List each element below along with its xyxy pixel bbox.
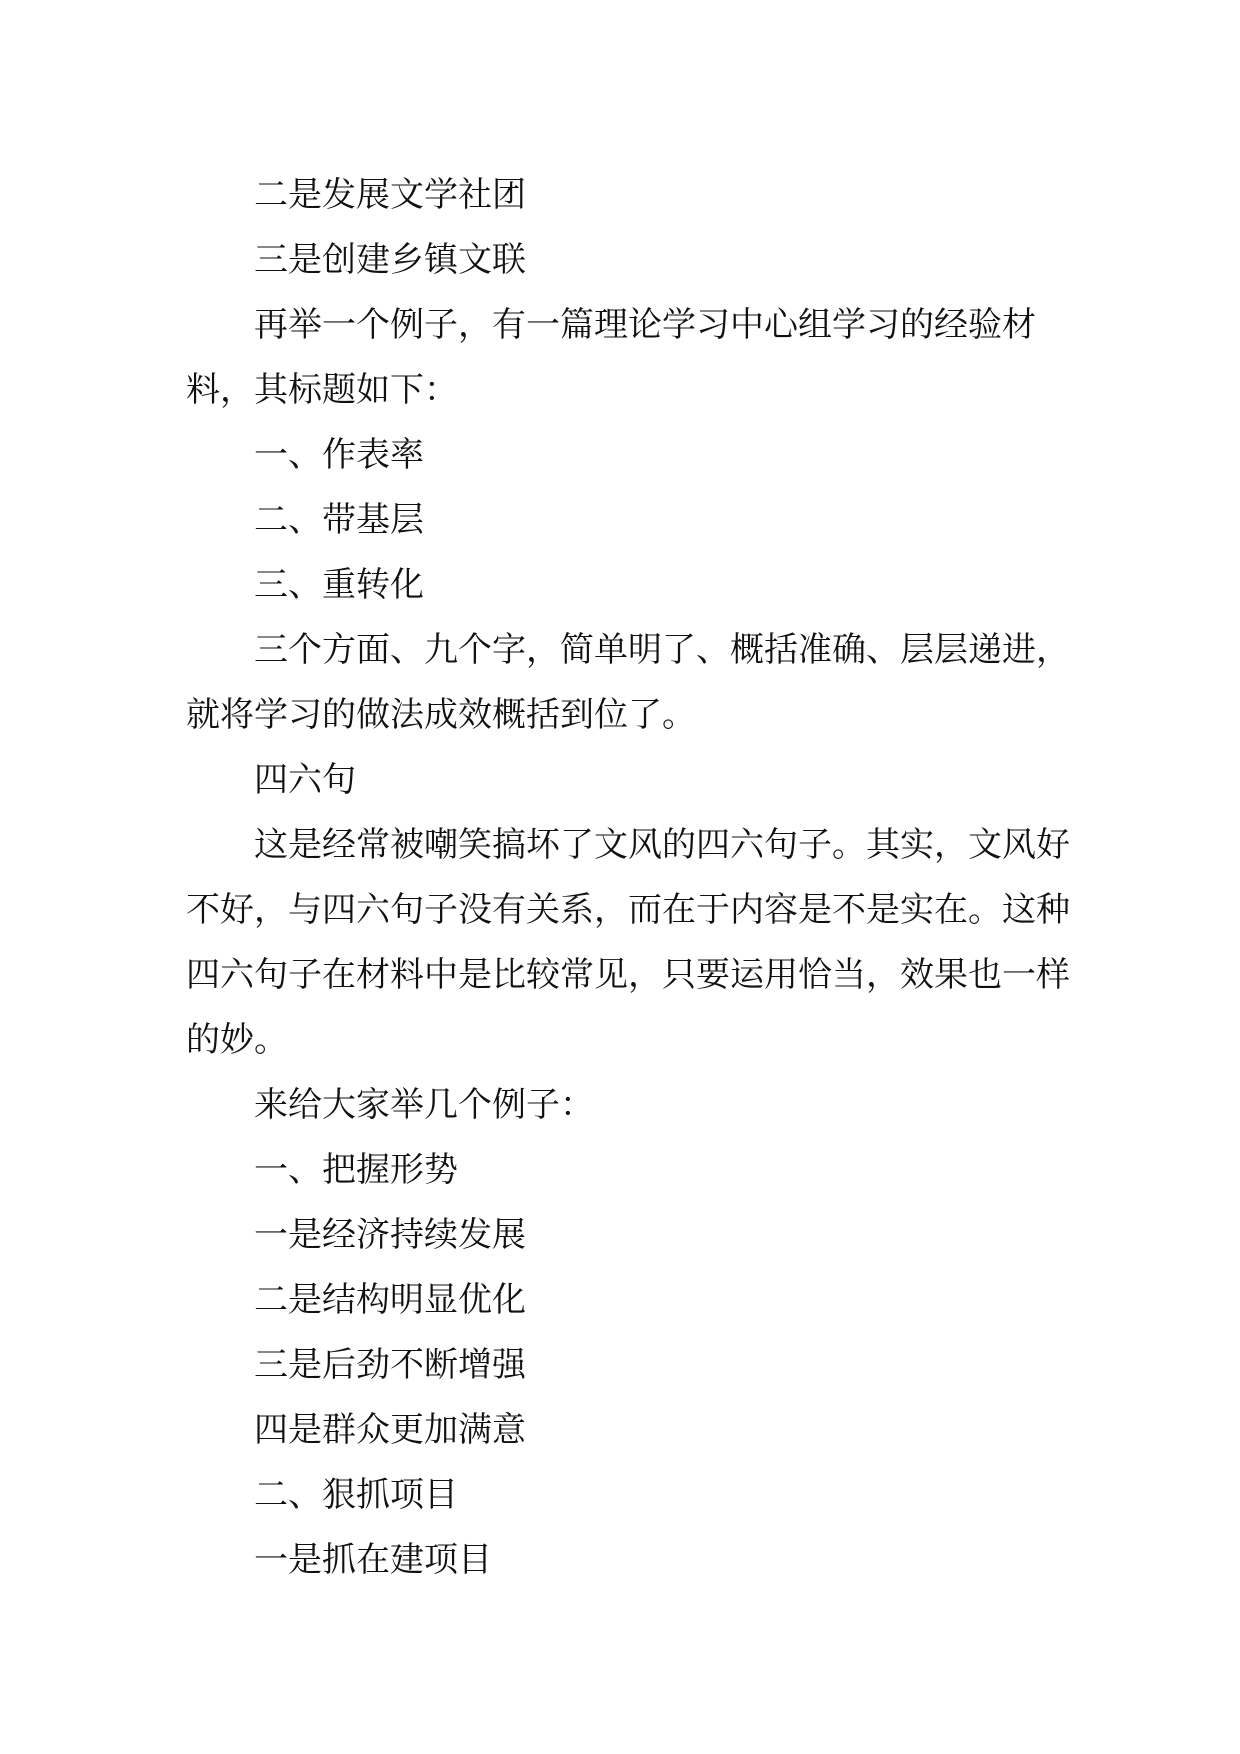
- paragraph-create-township-federation: 三是创建乡镇文联: [254, 240, 526, 280]
- heading-grasp-situation: 一、把握形势: [254, 1150, 458, 1190]
- heading-set-example: 一、作表率: [254, 435, 424, 475]
- heading-focus-transformation: 三、重转化: [254, 565, 424, 605]
- paragraph-develop-literary-clubs: 二是发展文学社团: [254, 175, 526, 215]
- list-item-economy: 一是经济持续发展: [254, 1215, 526, 1255]
- paragraph-another-example: 再举一个例子，有一篇理论学习中心组学习的经验材料，其标题如下：: [186, 305, 1036, 410]
- paragraph-four-six-explanation: 这是经常被嘲笑搞坏了文风的四六句子。其实，文风好不好，与四六句子没有关系，而在于内容是不是实在。这种四六句子在材料中是比较常见，只要运用恰当，效果也一样的妙。: [186, 825, 1070, 1060]
- list-item-structure: 二是结构明显优化: [254, 1280, 526, 1320]
- document-body: [186, 163, 1086, 1593]
- paragraph-summary: 三个方面、九个字，简单明了、概括准确、层层递进，就将学习的做法成效概括到位了。: [186, 630, 1070, 735]
- list-item-momentum: 三是后劲不断增强: [254, 1345, 526, 1385]
- heading-lead-grassroots: 二、带基层: [254, 500, 424, 540]
- paragraph-examples-intro: 来给大家举几个例子：: [254, 1085, 594, 1125]
- list-item-projects-under-construction: 一是抓在建项目: [254, 1540, 492, 1580]
- list-item-satisfaction: 四是群众更加满意: [254, 1410, 526, 1450]
- section-heading-four-six: 四六句: [254, 760, 356, 800]
- heading-focus-projects: 二、狠抓项目: [254, 1475, 458, 1515]
